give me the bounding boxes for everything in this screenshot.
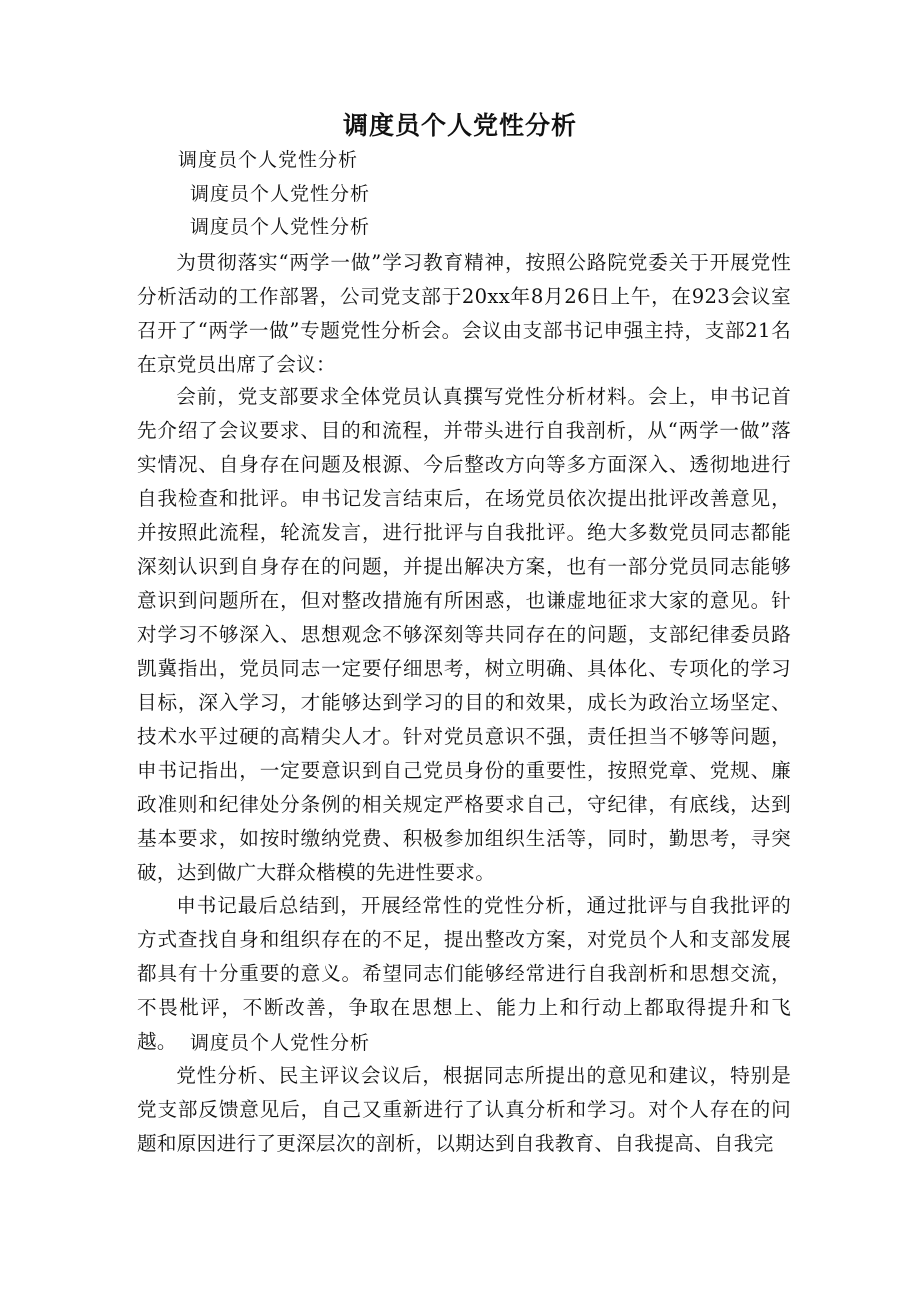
paragraph-4: 党性分析、民主评议会议后，根据同志所提出的意见和建议，特别是党支部反馈意见后，自己又重新进行了认真分析和学习。对个人存在的问题和原因进行了更深层次的剖析，以期达到自我教育、自我提高、自我完 [137,1064,791,1155]
paragraph-1: 为贯彻落实“两学一做”学习教育精神，按照公路院党委关于开展党性分析活动的工作部署，公司党支部于20xx年8月26日上午，在923会议室召开了“两学一做”专题党性分析会。会议由支部书记申强主持，支部21名在京党员出席了会议： [137,251,791,376]
subheading-2: 调度员个人党性分析 [190,183,371,205]
subheading-3: 调度员个人党性分析 [190,216,371,238]
subheading-1: 调度员个人党性分析 [178,149,359,171]
paragraph-3: 申书记最后总结到，开展经常性的党性分析，通过批评与自我批评的方式查找自身和组织存在的不足，提出整改方案，对党员个人和支部发展都具有十分重要的意义。希望同志们能够经常进行自我剖析和思想交流，不畏枇评，不断改善，争取在思想上、能力上和行动上都取得提升和飞越。 [137,894,791,1053]
subheading-4: 调度员个人党性分析 [190,1032,371,1054]
paragraph-2: 会前，党支部要求全体党员认真撰写党性分析材料。会上，申书记首先介绍了会议要求、目的和流程，并带头进行自我剖析，从“两学一做”落实情况、自身存在问题及根源、今后整改方向等多方面深入、透彻地进行自我检查和批评。申书记发言结束后，在场党员依次提出批评改善意见，并按照此流程，轮流发言，进行批评与自我批评。绝大多数党员同志都能深刻认识到自身存在的问题，并提出解决方案，也有一部分党员同志能够意识到问题所在，但对整改措施有所困惑，也谦虚地征求大家的意见。针对学习不够深入、思想观念不够深刻等共同存在的问题，支部纪律委员路凯冀指出，党员同志一定要仔细思考，树立明确、具体化、专项化的学习目标，深入学习，才能够达到学习的目的和效果，成长为政治立场坚定、技术水平过硬的高精尖人才。针对党员意识不强，责任担当不够等问题，申书记指出，一定要意识到自己党员身份的重要性，按照党章、党规、廉政准则和纪律处分条例的相关规定严格要求自己，守纪律，有底线，达到基本要求，如按时缴纳党费、积极参加组织生活等，同时，勤思考，寻突破，达到做广大群众楷模的先进性要求。 [137,385,791,884]
document-title: 调度员个人党性分析 [342,111,577,140]
